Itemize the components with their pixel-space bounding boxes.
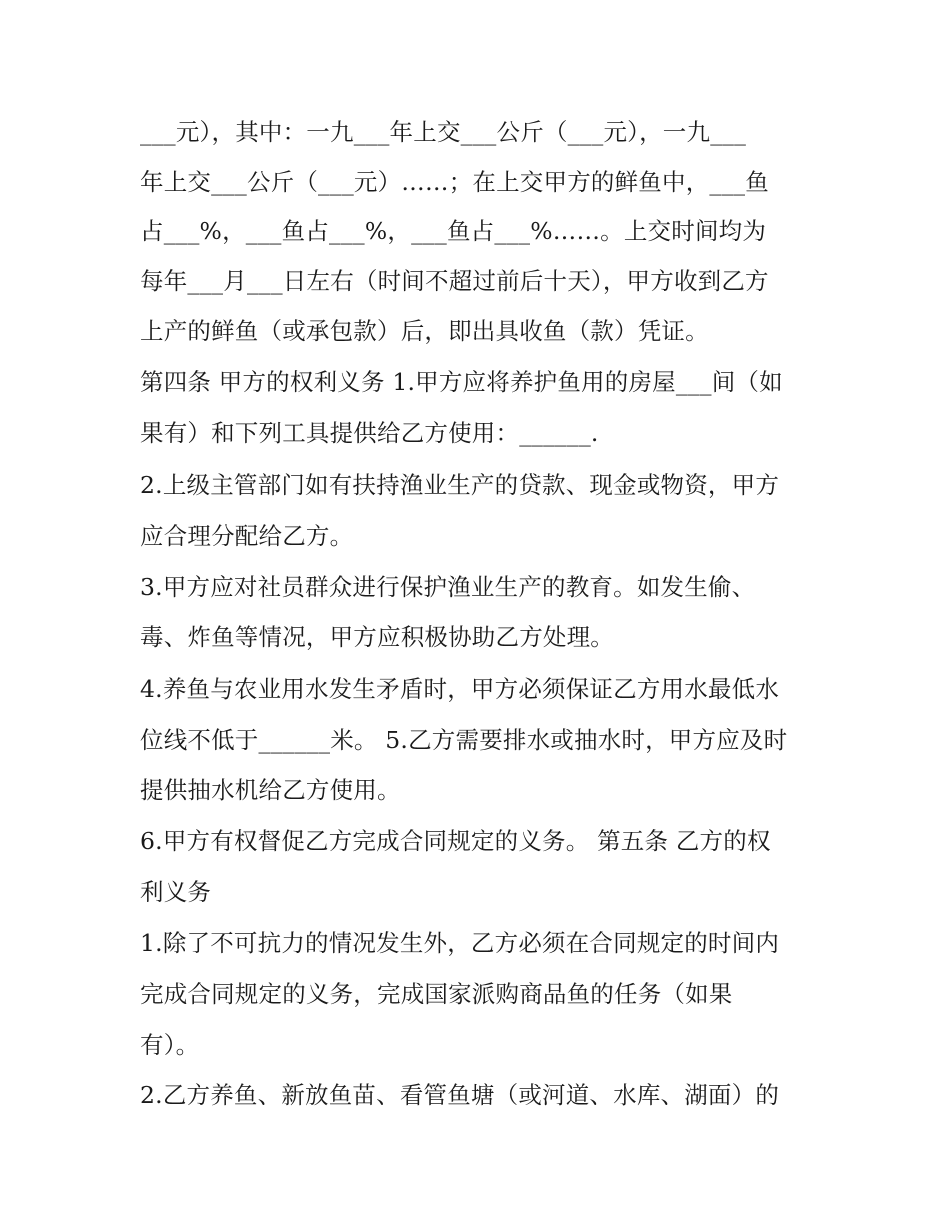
text-line: 3.甲方应对社员群众进行保护渔业生产的教育。如发生偷、 [140, 573, 756, 601]
text-line: 2.乙方养鱼、新放鱼苗、看管鱼塘（或河道、水库、湖面）的 [140, 1081, 780, 1109]
text-line: ___元），其中：一九___年上交___公斤（___元），一九___ [140, 118, 747, 146]
text-line: 完成合同规定的义务，完成国家派购商品鱼的任务（如果 [140, 980, 733, 1008]
text-line: 提供抽水机给乙方使用。 [140, 776, 401, 804]
text-line: 第四条 甲方的权利义务 1.甲方应将养护鱼用的房屋___间（如 [140, 368, 783, 396]
text-line: 4.养鱼与农业用水发生矛盾时，甲方必须保证乙方用水最低水 [140, 675, 780, 703]
text-line: 1.除了不可抗力的情况发生外，乙方必须在合同规定的时间内 [140, 929, 780, 957]
text-line: 年上交___公斤（___元）……；在上交甲方的鲜鱼中，___鱼 [140, 168, 769, 196]
text-line: 2.上级主管部门如有扶持渔业生产的贷款、现金或物资，甲方 [140, 471, 780, 499]
text-line: 有）。 [140, 1031, 200, 1059]
text-line: 果有）和下列工具提供给乙方使用：______. [140, 419, 599, 447]
text-line: 利义务 [140, 878, 212, 906]
text-line: 6.甲方有权督促乙方完成合同规定的义务。 第五条 乙方的权 [140, 827, 771, 855]
text-line: 每年___月___日左右（时间不超过前后十天），甲方收到乙方 [140, 267, 769, 295]
text-line: 毒、炸鱼等情况，甲方应积极协助乙方处理。 [140, 623, 614, 651]
text-line: 应合理分配给乙方。 [140, 522, 354, 550]
text-line: 位线不低于______米。 5.乙方需要排水或抽水时，甲方应及时 [140, 726, 788, 754]
text-line: 上产的鲜鱼（或承包款）后，即出具收鱼（款）凭证。 [140, 317, 709, 345]
text-line: 占___%，___鱼占___%，___鱼占___%……。上交时间均为 [140, 217, 767, 245]
